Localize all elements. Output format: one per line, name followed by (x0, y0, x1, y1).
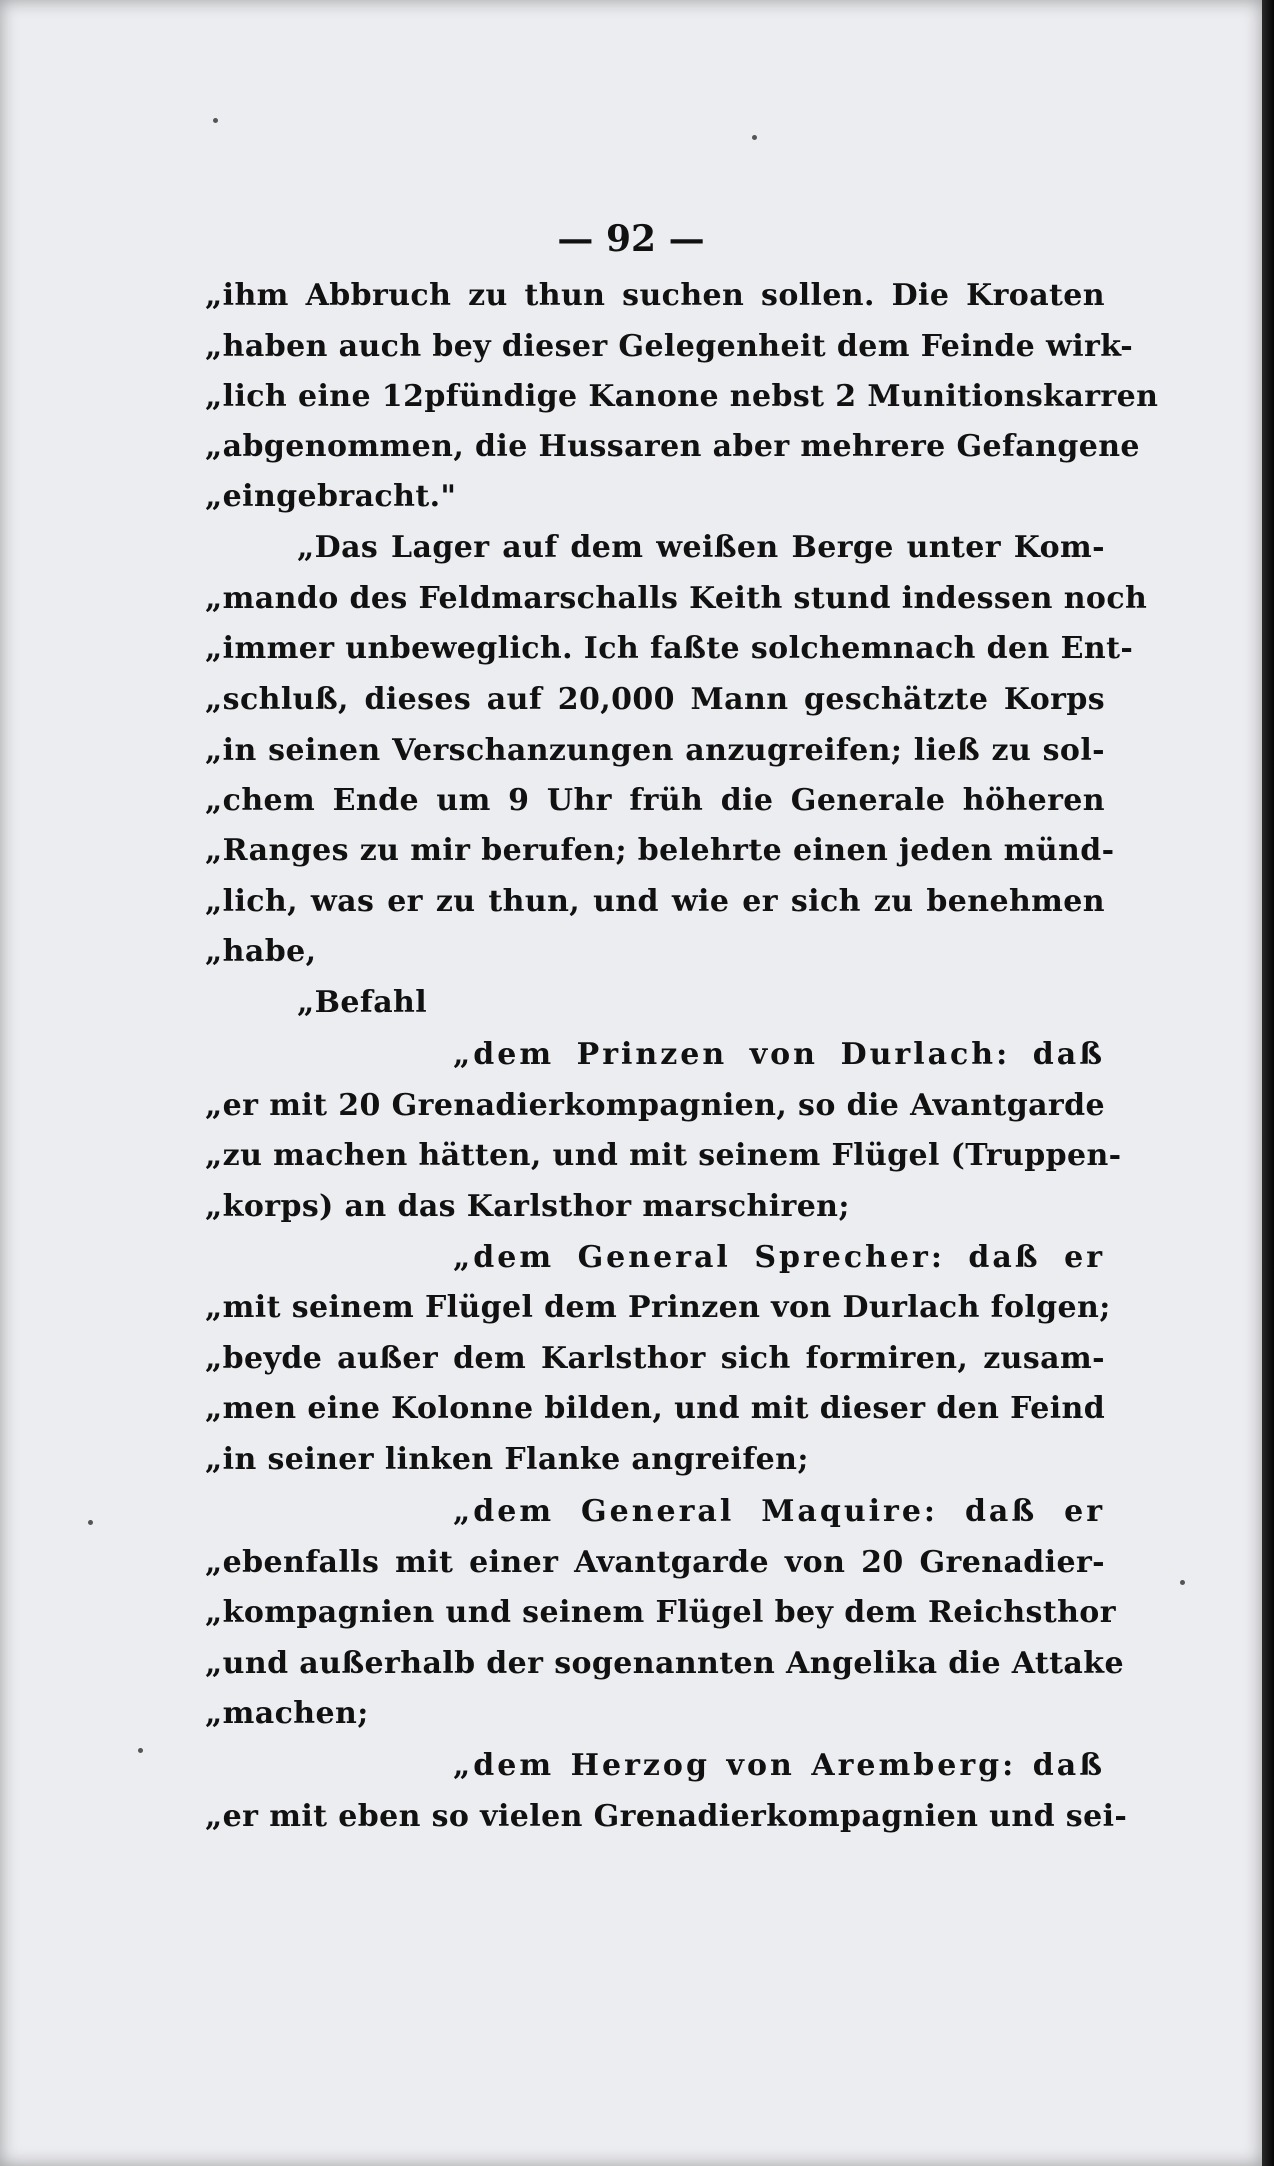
text-line: „habe, (205, 934, 317, 969)
text-line: „machen; (205, 1696, 369, 1731)
text-line: „er mit 20 Grenadierkompagnien, so die Avantgarde (205, 1088, 1105, 1123)
paper-speck (752, 135, 757, 140)
text-line: „lich, was er zu thun, und wie er sich zu benehmen (205, 884, 1105, 919)
text-line: „dem Herzog von Aremberg: daß (453, 1748, 1105, 1783)
text-line: „men eine Kolonne bilden, und mit dieser den Feind (205, 1391, 1106, 1426)
paper-speck (138, 1748, 143, 1753)
page-edge-shadow (1262, 0, 1274, 2166)
text-line: „ihm Abbruch zu thun suchen sollen. Die Kroaten (205, 278, 1105, 313)
text-line: „und außerhalb der sogenannten Angelika die Attake (205, 1646, 1124, 1681)
paper-speck (213, 118, 218, 123)
text-line: „dem General Maquire: daß er (453, 1494, 1105, 1529)
text-line: „kompagnien und seinem Flügel bey dem Reichsthor (205, 1595, 1116, 1630)
text-line: „lich eine 12pfündige Kanone nebst 2 Munitionskarren (205, 379, 1159, 414)
text-line: „zu machen hätten, und mit seinem Flügel (Truppen- (205, 1138, 1122, 1173)
paper-speck (88, 1520, 93, 1525)
text-line: „er mit eben so vielen Grenadierkompagnien und sei- (205, 1799, 1128, 1834)
text-line: „eingebracht." (205, 479, 457, 514)
paper-speck (1180, 1580, 1185, 1585)
text-line: „schluß, dieses auf 20,000 Mann geschätzte Korps (205, 682, 1105, 717)
text-line: „haben auch bey dieser Gelegenheit dem Feinde wirk- (205, 329, 1134, 364)
text-line: „in seinen Verschanzungen anzugreifen; ließ zu sol- (205, 733, 1105, 768)
text-line: „abgenommen, die Hussaren aber mehrere Gefangene (205, 429, 1140, 464)
text-line: „Befahl (297, 985, 428, 1020)
text-line: „dem Prinzen von Durlach: daß (453, 1037, 1105, 1072)
page-header-number: — 92 — (557, 218, 705, 260)
text-line: „Ranges zu mir berufen; belehrte einen jeden münd- (205, 833, 1115, 868)
text-line: „chem Ende um 9 Uhr früh die Generale höheren (205, 783, 1105, 818)
text-line: „korps) an das Karlsthor marschiren; (205, 1189, 850, 1224)
text-line: „beyde außer dem Karlsthor sich formiren, zusam- (205, 1341, 1105, 1376)
text-line: „ebenfalls mit einer Avantgarde von 20 Grenadier- (205, 1545, 1105, 1580)
text-line: „mit seinem Flügel dem Prinzen von Durlach folgen; (205, 1290, 1111, 1325)
text-line: „mando des Feldmarschalls Keith stund indessen noch (205, 581, 1148, 616)
text-line: „dem General Sprecher: daß er (453, 1240, 1105, 1275)
text-line: „Das Lager auf dem weißen Berge unter Kom- (297, 530, 1105, 565)
text-line: „in seiner linken Flanke angreifen; (205, 1442, 809, 1477)
text-line: „immer unbeweglich. Ich faßte solchemnach den Ent- (205, 631, 1134, 666)
